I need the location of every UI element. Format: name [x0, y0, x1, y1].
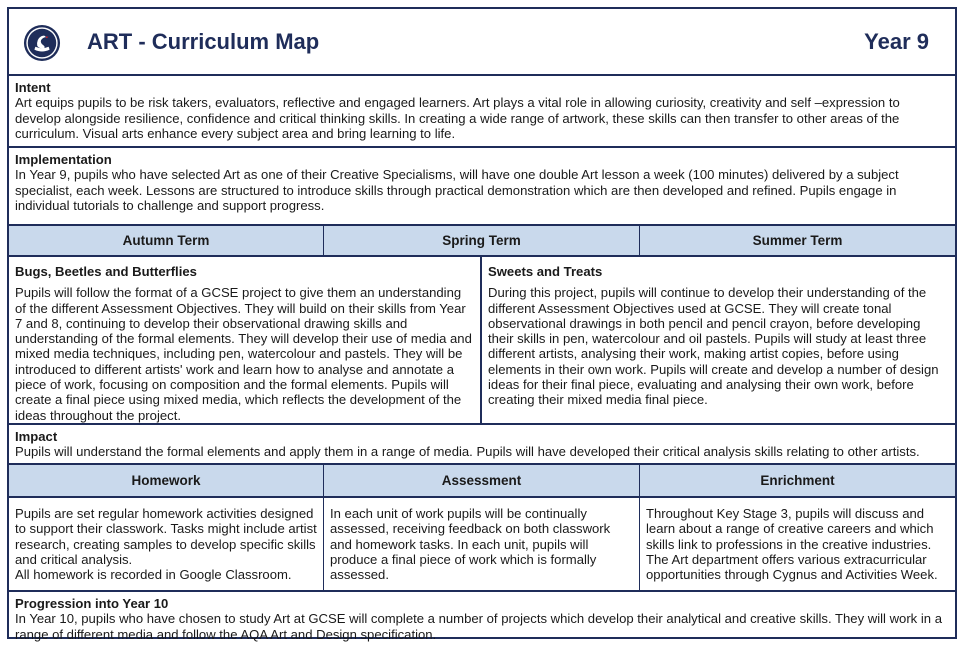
projects-row	[9, 257, 955, 425]
impact-heading: Impact	[15, 429, 58, 444]
implementation-text: In Year 9, pupils who have selected Art as one of their Creative Specialisms, will have one double Art lesson a week (100 minutes) delivered by a subject specialist, each week. Lessons are structured to introduce skills through practical demonstration which are then developed and refined. Pupils engage in individual tutorials to challenge and support progress.	[15, 167, 899, 213]
enrichment-text: Throughout Key Stage 3, pupils will discuss and learn about a range of creative careers and which skills link to professions in the creative industries. The Art department offers various extracurricular opportunities through Cygnus and Activities Week.	[646, 506, 938, 583]
extras-body-row	[9, 498, 955, 592]
curriculum-map	[7, 7, 957, 642]
page-title: ART - Curriculum Map	[87, 29, 320, 54]
term-summer: Summer Term	[752, 233, 843, 248]
assessment-text: In each unit of work pupils will be continually assessed, receiving feedback on both classwork and homework tasks. In each unit, pupils will produce a final piece of work which is formally assessed.	[330, 506, 611, 583]
project-text: During this project, pupils will continue to develop their understanding of the different Assessment Objectives used at GCSE. They will create tonal observational drawings in both pencil and pencil crayon, before developing their skills in pen, watercolour and oil pastels. Pupils will study at least three different artists, analysing their work, making artist copies, before using elements in their own work. Pupils will create and develop a number of design ideas for their final piece, evaluating and analysing their own work, before creating their mixed media final piece.	[488, 285, 939, 408]
header	[9, 9, 955, 76]
homework-cell	[9, 498, 324, 590]
term-spring: Spring Term	[324, 226, 640, 255]
project-title: Sweets and Treats	[488, 264, 603, 279]
year-label: Year 9	[864, 29, 929, 54]
implementation-section	[9, 148, 955, 226]
intent-heading: Intent	[15, 80, 51, 95]
term-autumn: Autumn Term	[9, 226, 324, 255]
enrichment-cell	[640, 498, 955, 590]
project-cell	[9, 257, 482, 423]
enrichment-header: Enrichment	[760, 473, 835, 488]
impact-text: Pupils will understand the formal elements and apply them in a range of media. Pupils will have developed their critical analysis skills relating to other artists.	[15, 444, 920, 460]
term-header-row	[9, 226, 955, 257]
project-cell	[482, 257, 955, 423]
intent-section	[9, 76, 955, 148]
intent-text: Art equips pupils to be risk takers, evaluators, reflective and engaged learners. Art plays a vital role in allowing curiosity, creativity and self –expression to develop alongside resilience, confidence and critical thinking skills. In creating a wide range of artwork, these skills can then transfer to other areas of the curriculum. Visual arts enhance every subject area and bring learning to life.	[15, 95, 900, 141]
assessment-header: Assessment	[324, 465, 640, 496]
homework-note: All homework is recorded in Google Classroom.	[15, 567, 292, 583]
homework-text: Pupils are set regular homework activities designed to support their classwork. Tasks might include artist research, creating samples to develop specific skills and critical analysis.	[15, 506, 317, 567]
extras-header-row	[9, 465, 955, 498]
impact-section	[9, 425, 955, 465]
project-text: Pupils will follow the format of a GCSE project to give them an understanding of the different Assessment Objectives. They will build on their skills from Year 7 and 8, continuing to develop their observational drawing skills and understanding of the formal elements. They will develop their use of media and mixed media techniques, including pen, watercolour and pastels. They will be introduced to different artists' work and learn how to analyse and annotate a piece of work, focusing on composition and the formal elements. Pupils will create a final piece using mixed media, which reflects the development of the ideas throughout the project.	[15, 285, 472, 423]
progression-section	[9, 592, 955, 642]
homework-header: Homework	[9, 465, 324, 496]
project-title: Bugs, Beetles and Butterflies	[15, 264, 197, 279]
school-crest-icon	[23, 24, 61, 62]
assessment-cell	[324, 498, 640, 590]
implementation-heading: Implementation	[15, 152, 112, 167]
progression-heading: Progression into Year 10	[15, 596, 169, 611]
progression-text: In Year 10, pupils who have chosen to study Art at GCSE will complete a number of projects which develop their analytical and creative skills. They will work in a range of different media and follow the AQA Art and Design specification.	[15, 611, 942, 642]
